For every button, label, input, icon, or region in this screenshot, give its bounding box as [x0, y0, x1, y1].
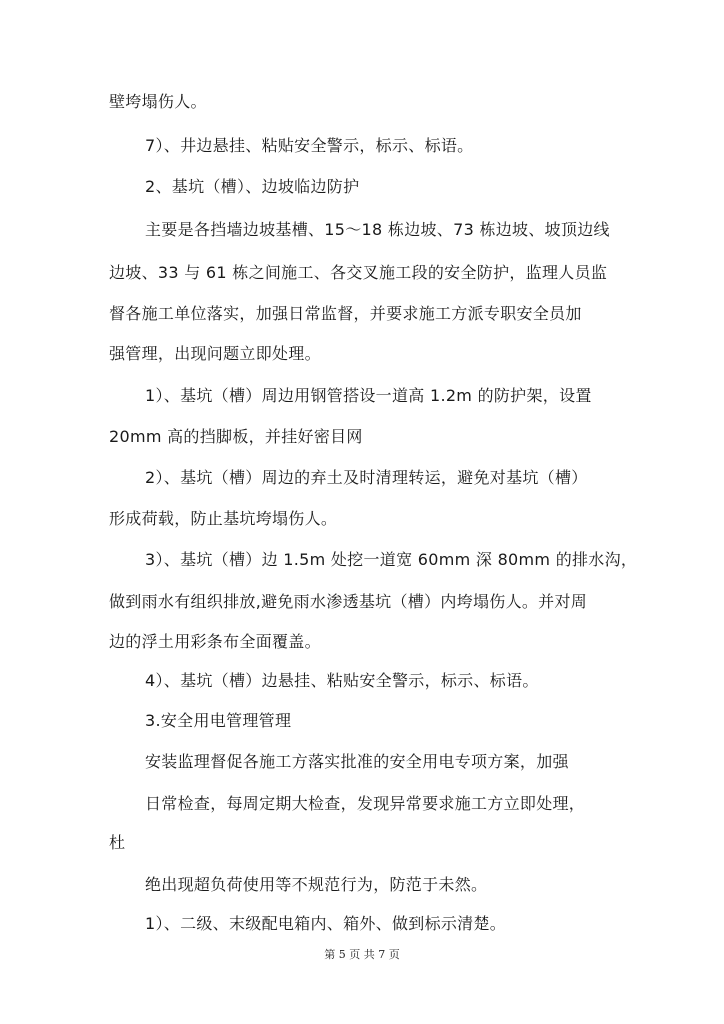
page-number: 第 5 页 共 7 页 — [324, 948, 400, 961]
paragraph-line: 1）、二级、末级配电箱内、箱外、做到标示清楚。 — [145, 914, 507, 933]
paragraph-line: 边的浮土用彩条布全面覆盖。 — [109, 632, 321, 651]
paragraph-line: 7）、井边悬挂、粘贴安全警示，标示、标语。 — [145, 136, 474, 155]
paragraph-line: 日常检查，每周定期大检查，发现异常要求施工方立即处理， — [145, 794, 586, 813]
paragraph-line: 2）、基坑（槽）周边的弃土及时清理转运，避免对基坑（槽） — [145, 468, 588, 487]
paragraph-line: 3）、基坑（槽）边 1.5m 处挖一道宽 60mm 深 80mm 的排水沟， — [145, 550, 638, 569]
paragraph-line: 形成荷载，防止基坑垮塌伤人。 — [109, 509, 338, 528]
paragraph-line: 1）、基坑（槽）周边用钢管搭设一道高 1.2m 的防护架，设置 — [145, 386, 592, 405]
paragraph-line: 4）、基坑（槽）边悬挂、粘贴安全警示，标示、标语。 — [145, 671, 539, 690]
paragraph-line: 做到雨水有组织排放,避免雨水渗透基坑（槽）内垮塌伤人。并对周 — [109, 592, 588, 611]
paragraph-line: 20mm 高的挡脚板，并挂好密目网 — [109, 427, 363, 446]
paragraph-line: 边坡、33 与 61 栋之间施工、各交叉施工段的安全防护，监理人员监 — [109, 263, 608, 282]
section-heading: 3.安全用电管理管理 — [145, 711, 292, 730]
section-heading: 2、基坑（槽）、边坡临边防护 — [145, 177, 360, 196]
paragraph-line: 壁垮塌伤人。 — [109, 92, 207, 111]
paragraph-line: 杜 — [109, 833, 126, 852]
paragraph-line: 强管理，出现问题立即处理。 — [109, 344, 321, 363]
paragraph-line: 绝出现超负荷使用等不规范行为，防范于未然。 — [145, 875, 488, 894]
paragraph-line: 主要是各挡墙边坡基槽、15～18 栋边坡、73 栋边坡、坡顶边线 — [145, 220, 610, 239]
paragraph-line: 安装监理督促各施工方落实批准的安全用电专项方案，加强 — [145, 752, 569, 771]
paragraph-line: 督各施工单位落实，加强日常监督，并要求施工方派专职安全员加 — [109, 304, 582, 323]
